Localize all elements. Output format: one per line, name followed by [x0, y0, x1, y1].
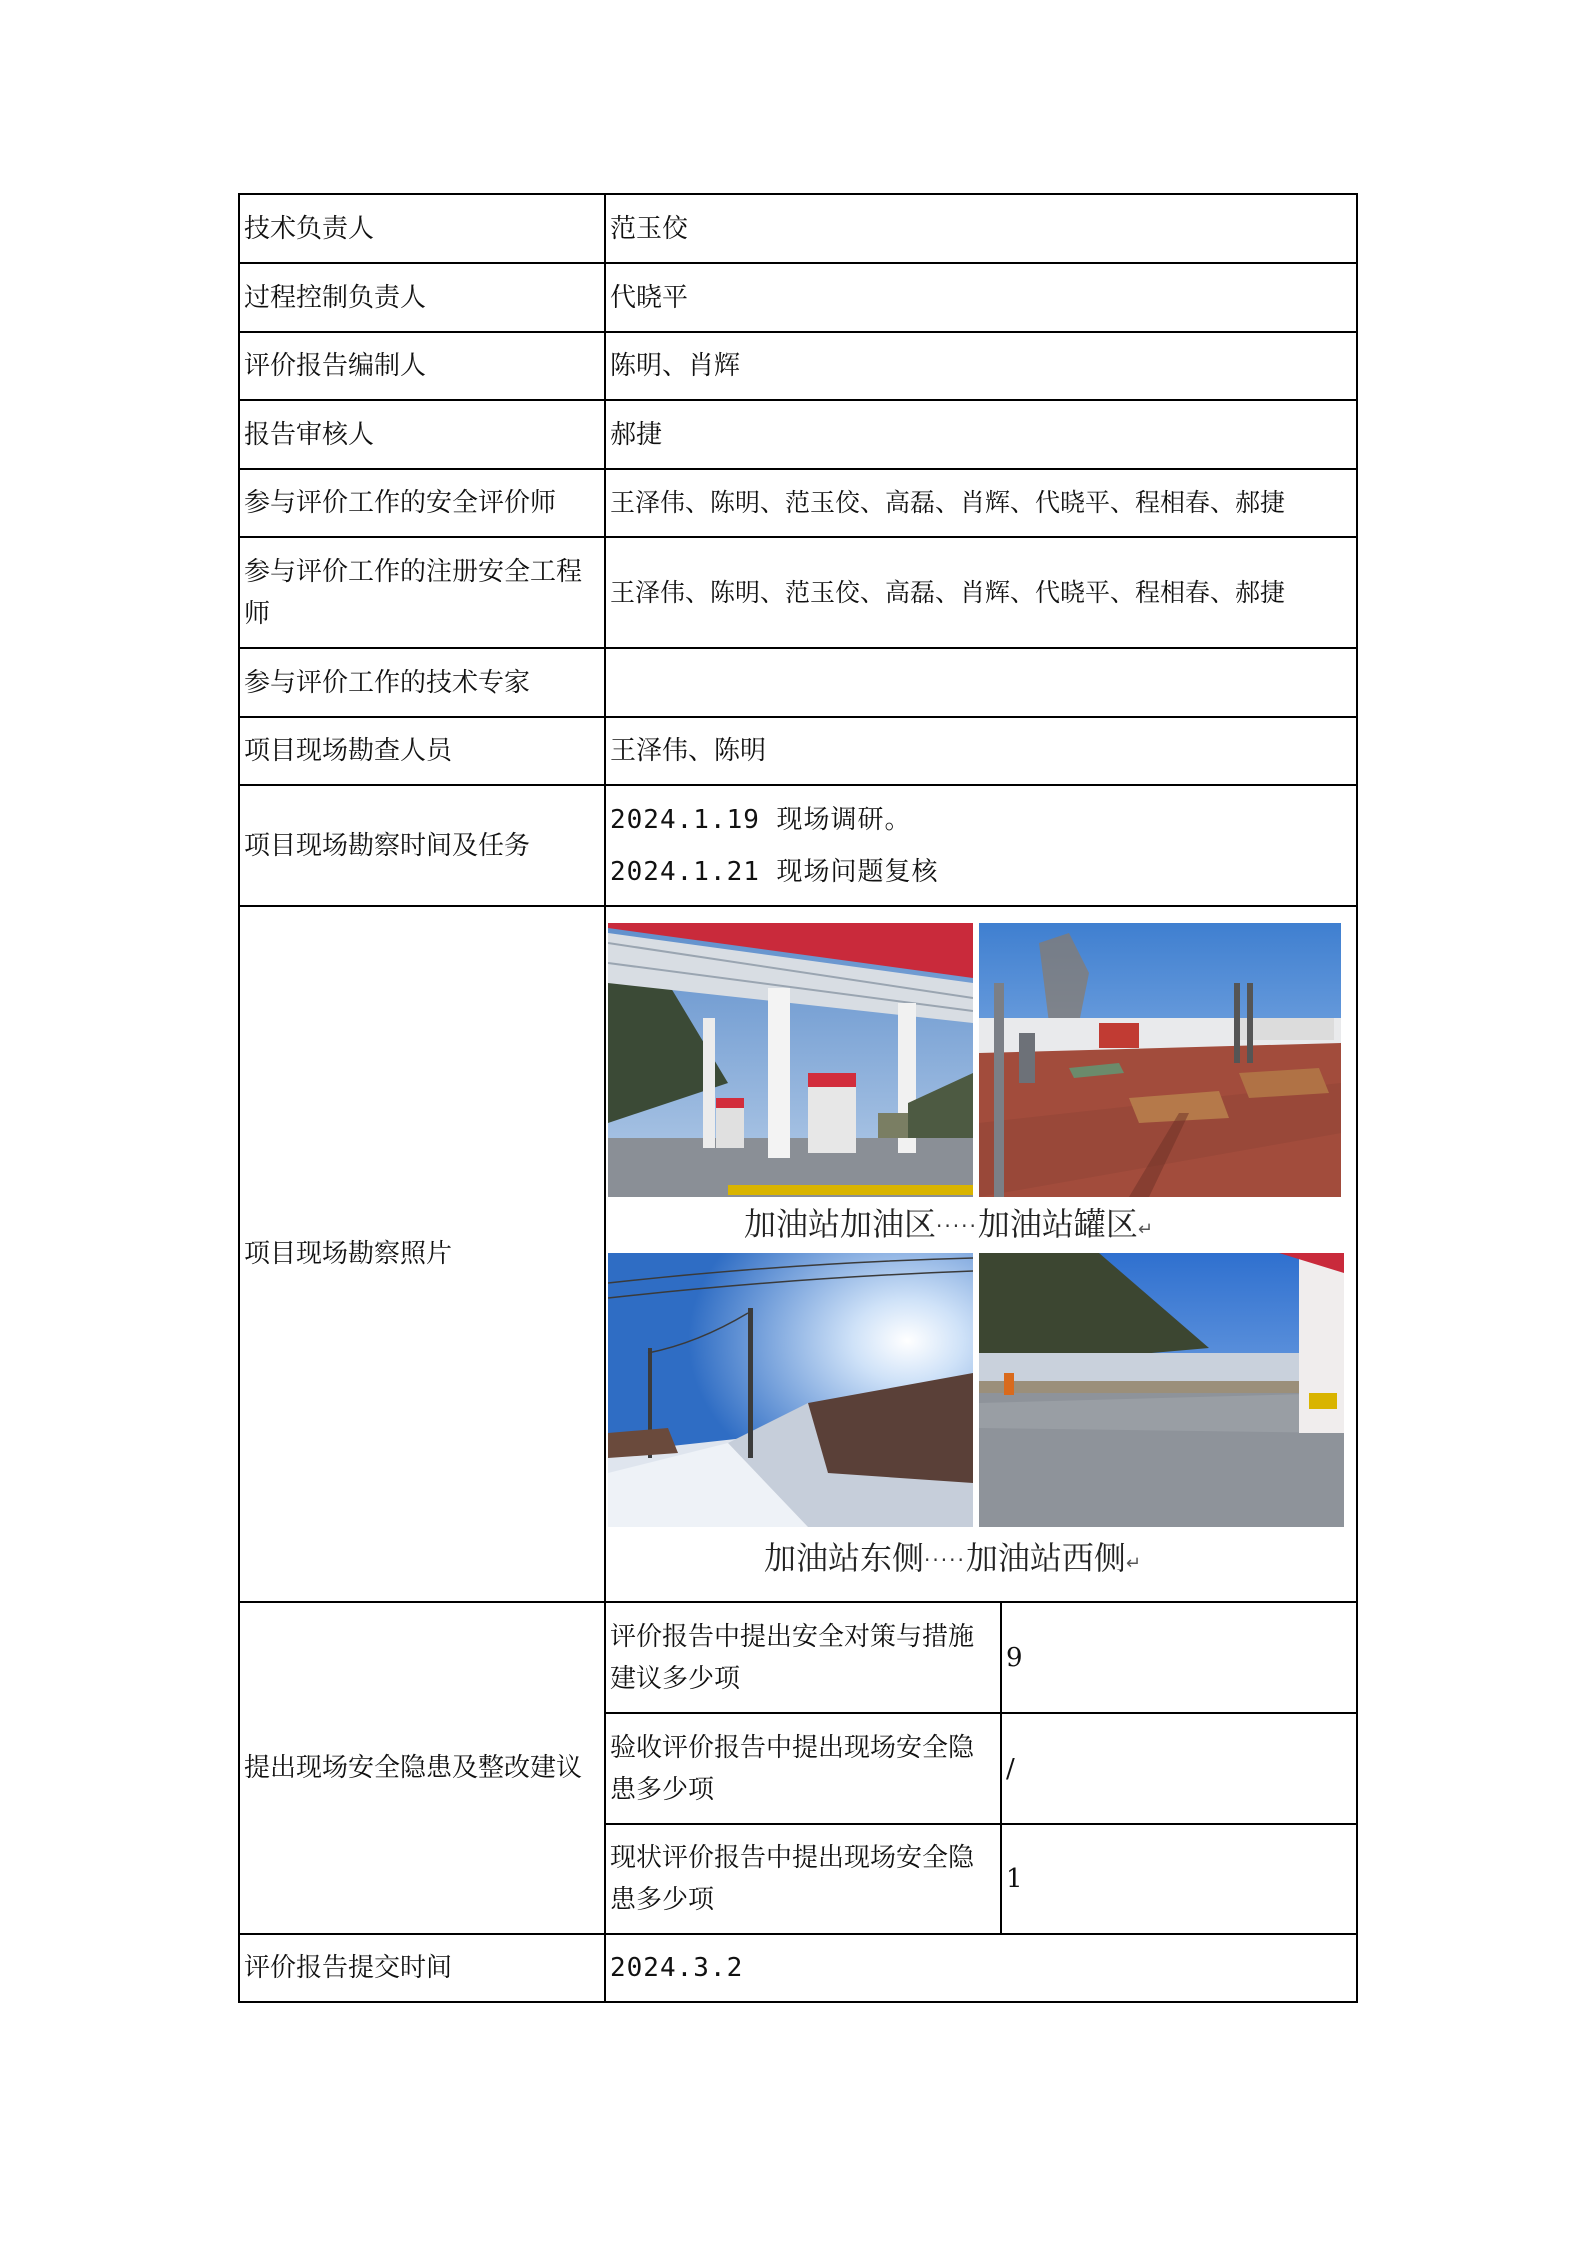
value-tech-lead: 范玉佼: [605, 194, 1357, 263]
value-survey-staff: 王泽伟、陈明: [605, 717, 1357, 785]
caption-west-side: 加油站西侧: [965, 1539, 1126, 1577]
survey-time-line-2: 2024.1.21 现场问题复核: [610, 856, 939, 887]
value-tech-experts: [605, 648, 1357, 717]
label-process-lead: 过程控制负责人: [239, 263, 605, 332]
label-report-author: 评价报告编制人: [239, 332, 605, 400]
label-tech-experts: 参与评价工作的技术专家: [239, 648, 605, 717]
label-report-reviewer: 报告审核人: [239, 400, 605, 469]
label-safety-evaluators: 参与评价工作的安全评价师: [239, 469, 605, 537]
photo-tank-area: [979, 923, 1341, 1197]
photo-caption-row-1: 加油站加油区·····加油站罐区↵: [744, 1205, 1153, 1243]
label-survey-time: 项目现场勘察时间及任务: [239, 785, 605, 906]
caption-fueling-area: 加油站加油区: [744, 1205, 937, 1243]
survey-time-line-1: 2024.1.19 现场调研。: [610, 804, 912, 835]
value-registered-engineers: 王泽伟、陈明、范玉佼、高磊、肖辉、代晓平、程相春、郝捷: [605, 537, 1357, 648]
value-report-reviewer: 郝捷: [605, 400, 1357, 469]
value-survey-time: [605, 785, 1357, 906]
photo-east-side: [608, 1253, 973, 1527]
survey-photos-cell: [605, 906, 1357, 1602]
hazard-item-1-value: 9: [1001, 1602, 1357, 1713]
label-registered-engineers: 参与评价工作的注册安全工程师: [239, 537, 605, 648]
photo-west-side: [979, 1253, 1344, 1527]
label-tech-lead: 技术负责人: [239, 194, 605, 263]
hazard-item-3-label: 现状评价报告中提出现场安全隐患多少项: [605, 1824, 1001, 1934]
label-survey-staff: 项目现场勘查人员: [239, 717, 605, 785]
hazard-item-2-value: /: [1001, 1713, 1357, 1824]
value-process-lead: 代晓平: [605, 263, 1357, 332]
hazard-item-3-value: 1: [1001, 1824, 1357, 1934]
report-info-table: [238, 193, 1358, 2003]
value-report-author: 陈明、肖辉: [605, 332, 1357, 400]
caption-tank-area: 加油站罐区: [977, 1205, 1138, 1243]
label-submit-time: 评价报告提交时间: [239, 1934, 605, 2002]
value-submit-time: 2024.3.2: [605, 1934, 1357, 2002]
value-safety-evaluators: 王泽伟、陈明、范玉佼、高磊、肖辉、代晓平、程相春、郝捷: [605, 469, 1357, 537]
hazard-item-2-label: 验收评价报告中提出现场安全隐患多少项: [605, 1713, 1001, 1824]
label-survey-photos: 项目现场勘察照片: [239, 906, 605, 1602]
label-hazards: 提出现场安全隐患及整改建议: [239, 1602, 605, 1934]
hazard-item-1-label: 评价报告中提出安全对策与措施建议多少项: [605, 1602, 1001, 1713]
caption-east-side: 加油站东侧: [764, 1539, 925, 1577]
photo-fueling-area: [608, 923, 973, 1197]
photo-caption-row-2: 加油站东侧·····加油站西侧↵: [764, 1539, 1141, 1577]
